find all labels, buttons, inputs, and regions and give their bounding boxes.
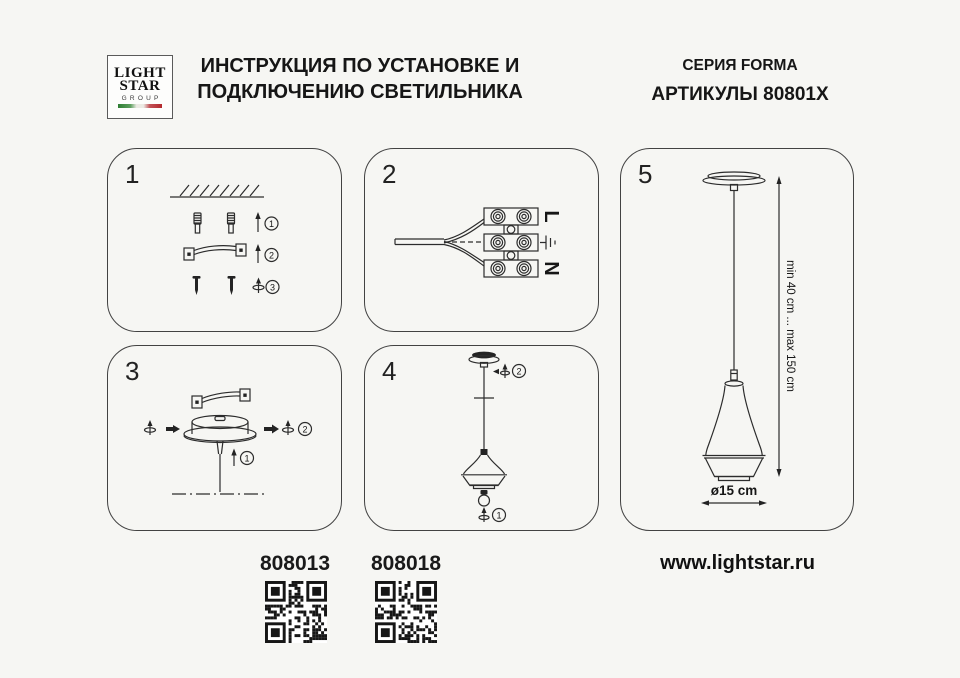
- step-box-3: [107, 345, 342, 531]
- svg-text:3: 3: [269, 282, 276, 293]
- website-label: www.lightstar.ru: [660, 552, 815, 574]
- screwdriver-rotation-icon-3: [253, 278, 264, 294]
- logo-star: STAR: [119, 77, 161, 94]
- mounting-bracket: [192, 389, 250, 408]
- arrow-left-small: [493, 369, 499, 374]
- page-title-line1: ИНСТРУКЦИЯ ПО УСТАНОВКЕ И: [200, 55, 520, 77]
- qr-code-808013: [265, 581, 327, 643]
- height-dimension-line: [777, 176, 782, 477]
- step1-diagram-mounting-parts: [108, 149, 341, 331]
- step-number-1: 1: [125, 159, 140, 189]
- step-number-5: 5: [638, 159, 653, 189]
- svg-text:1: 1: [496, 510, 502, 521]
- logo-group: GROUP: [121, 94, 162, 102]
- lamp-shade: [703, 381, 766, 481]
- ceiling-hatch: [170, 185, 264, 197]
- screwdriver-rotation-icon-2: [501, 364, 510, 379]
- step-box-2: [364, 148, 599, 332]
- mains-cable: [395, 219, 484, 266]
- callout-1: [265, 217, 278, 230]
- mounting-bracket: [184, 244, 246, 260]
- ground-symbol: [540, 236, 555, 250]
- terminal-label-live: L: [540, 210, 562, 223]
- canopy: [184, 416, 256, 443]
- article-number-808013: 808013: [259, 552, 331, 575]
- screws: [193, 276, 236, 295]
- terminal-label-neutral: N: [540, 261, 562, 276]
- logo-light: LIGHT: [114, 64, 166, 81]
- step3-diagram-canopy-mounting: [108, 346, 341, 530]
- articles-label: АРТИКУЛЫ 80801X: [651, 84, 829, 105]
- callout-2: [265, 249, 278, 262]
- callout-1: [493, 509, 506, 522]
- article-number-808018: 808018: [370, 552, 442, 575]
- height-dimension-label: min 40 cm ... max 150 cm: [784, 260, 796, 392]
- callout-2: [513, 365, 526, 378]
- suspension-rod: [172, 441, 268, 494]
- step-number-3: 3: [125, 356, 140, 386]
- lamp-shade: [461, 449, 507, 489]
- wall-plugs: [194, 213, 235, 233]
- step-number-4: 4: [382, 356, 397, 386]
- step5-diagram-dimensions: [621, 149, 853, 530]
- suspension-wire: [731, 191, 737, 381]
- arrow-up-2: [255, 244, 260, 263]
- diameter-label: ø15 cm: [710, 483, 758, 498]
- arrow-right: [264, 425, 279, 434]
- step4-diagram-shade-assembly: [365, 346, 598, 530]
- diameter-dimension-line: [701, 500, 767, 505]
- light-bulb: [479, 490, 490, 506]
- step-box-5: [620, 148, 854, 531]
- svg-text:1: 1: [244, 453, 250, 464]
- step-box-1: [107, 148, 342, 332]
- step-number-2: 2: [382, 159, 397, 189]
- svg-text:1: 1: [268, 218, 275, 229]
- series-block: [620, 57, 860, 106]
- screwdriver-rotation-icon-left: [145, 420, 156, 435]
- page-title: [180, 53, 540, 105]
- terminal-block: [484, 208, 538, 277]
- series-label: СЕРИЯ FORMA: [682, 57, 798, 74]
- callout-3: [266, 281, 279, 294]
- logo-italian-flag: [118, 104, 162, 108]
- lightstar-logo: [107, 55, 173, 119]
- screw-left: [166, 425, 180, 433]
- arrow-up-1: [255, 212, 260, 232]
- suspension-wire: [474, 367, 494, 450]
- page-title-line2: ПОДКЛЮЧЕНИЮ СВЕТИЛЬНИКА: [197, 81, 523, 103]
- svg-text:2: 2: [516, 366, 522, 377]
- callout-1: [241, 452, 254, 465]
- step2-diagram-wiring: [365, 149, 598, 331]
- step-box-4: [364, 345, 599, 531]
- canopy: [469, 352, 499, 367]
- screwdriver-rotation-icon-1: [479, 507, 489, 522]
- svg-text:2: 2: [268, 250, 275, 261]
- callout-2: [299, 423, 312, 436]
- qr-code-808018: [375, 581, 437, 643]
- arrow-up-1: [231, 449, 236, 467]
- screwdriver-rotation-icon-right: [283, 420, 294, 435]
- canopy: [703, 172, 765, 191]
- svg-text:2: 2: [302, 424, 308, 435]
